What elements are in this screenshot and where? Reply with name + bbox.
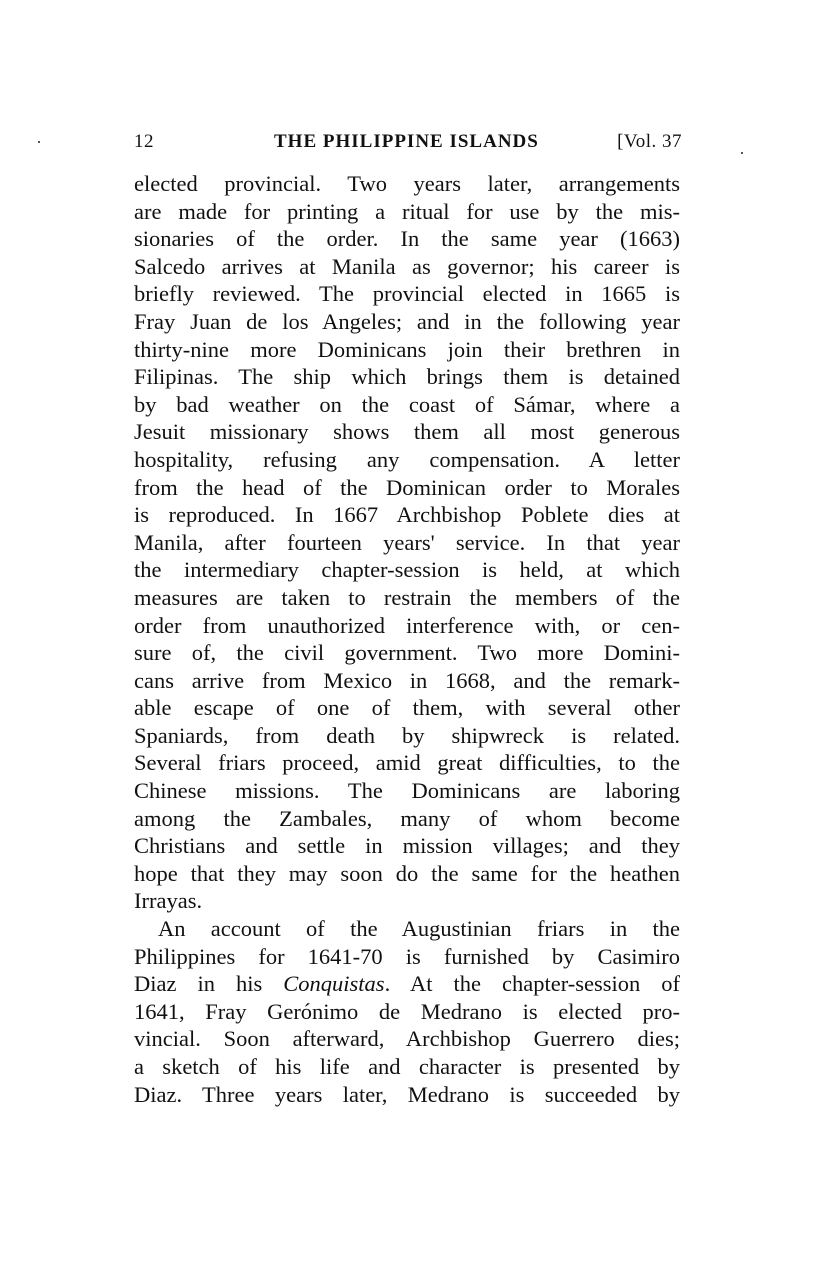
volume-label: [Vol. 37 — [617, 131, 682, 152]
text-line: are made for printing a ritual for use by the mis- — [134, 198, 680, 224]
text-line: from the head of the Dominican order to Morales — [134, 474, 680, 500]
text-line: by bad weather on the coast of Sámar, where a — [134, 391, 680, 417]
running-head — [134, 131, 682, 157]
paragraph-augustinians — [134, 915, 680, 1108]
text-line: cans arrive from Mexico in 1668, and the remark- — [134, 667, 680, 693]
body-text — [134, 170, 680, 1108]
text-line: Diaz. Three years later, Medrano is succeeded by — [134, 1081, 680, 1107]
text-line: briefly reviewed. The provincial elected in 1665 is — [134, 281, 680, 307]
text-line: Philippines for 1641-70 is furnished by Casimiro — [134, 943, 680, 969]
text-line: 1641, Fray Gerónimo de Medrano is elected pro- — [134, 998, 680, 1024]
book-title-italic: Conquistas — [283, 971, 385, 997]
text-line: vincial. Soon afterward, Archbishop Guerrero dies; — [134, 1026, 680, 1052]
scan-speck — [741, 152, 743, 154]
text-line: Christians and settle in mission villages; and they — [134, 833, 680, 859]
text-line: able escape of one of them, with several other — [134, 695, 680, 721]
text-line: Salcedo arrives at Manila as governor; his career is — [134, 253, 680, 279]
paragraph-dominicans — [134, 170, 680, 915]
running-title: THE PHILIPPINE ISLANDS — [274, 131, 539, 152]
text-line: hope that they may soon do the same for the heathen — [134, 860, 680, 886]
text-line: Diaz in his Conquistas. At the chapter-session of — [134, 971, 680, 997]
text-line: Fray Juan de los Angeles; and in the following year — [134, 308, 680, 334]
text-line: Jesuit missionary shows them all most generous — [134, 419, 680, 445]
text-line: An account of the Augustinian friars in the — [158, 916, 680, 942]
text-line: Irrayas. — [134, 888, 203, 914]
text-line: thirty-nine more Dominicans join their brethren in — [134, 336, 680, 362]
text-line: Several friars proceed, amid great difficulties, to the — [134, 750, 680, 776]
text-line: elected provincial. Two years later, arrangements — [134, 171, 680, 196]
text-line: hospitality, refusing any compensation. A letter — [134, 446, 680, 472]
page-number: 12 — [134, 131, 154, 152]
text-line: sure of, the civil government. Two more Domini- — [134, 640, 680, 666]
text-line: Manila, after fourteen years' service. In that year — [134, 529, 680, 555]
text-line: order from unauthorized interference with, or cen- — [134, 612, 680, 638]
text-line: a sketch of his life and character is presented by — [134, 1054, 680, 1079]
text-line: Spaniards, from death by shipwreck is related. — [134, 722, 680, 748]
text-line: sionaries of the order. In the same year (1663) — [134, 226, 680, 252]
text-line: is reproduced. In 1667 Archbishop Poblete dies at — [134, 502, 680, 528]
text-line: the intermediary chapter-session is held, at which — [134, 557, 680, 583]
text-line: Filipinas. The ship which brings them is detained — [134, 364, 680, 390]
text-line: Chinese missions. The Dominicans are laboring — [134, 778, 680, 804]
text-line: among the Zambales, many of whom become — [134, 805, 680, 831]
text-line: measures are taken to restrain the members of the — [134, 584, 680, 610]
scan-speck — [38, 141, 40, 143]
